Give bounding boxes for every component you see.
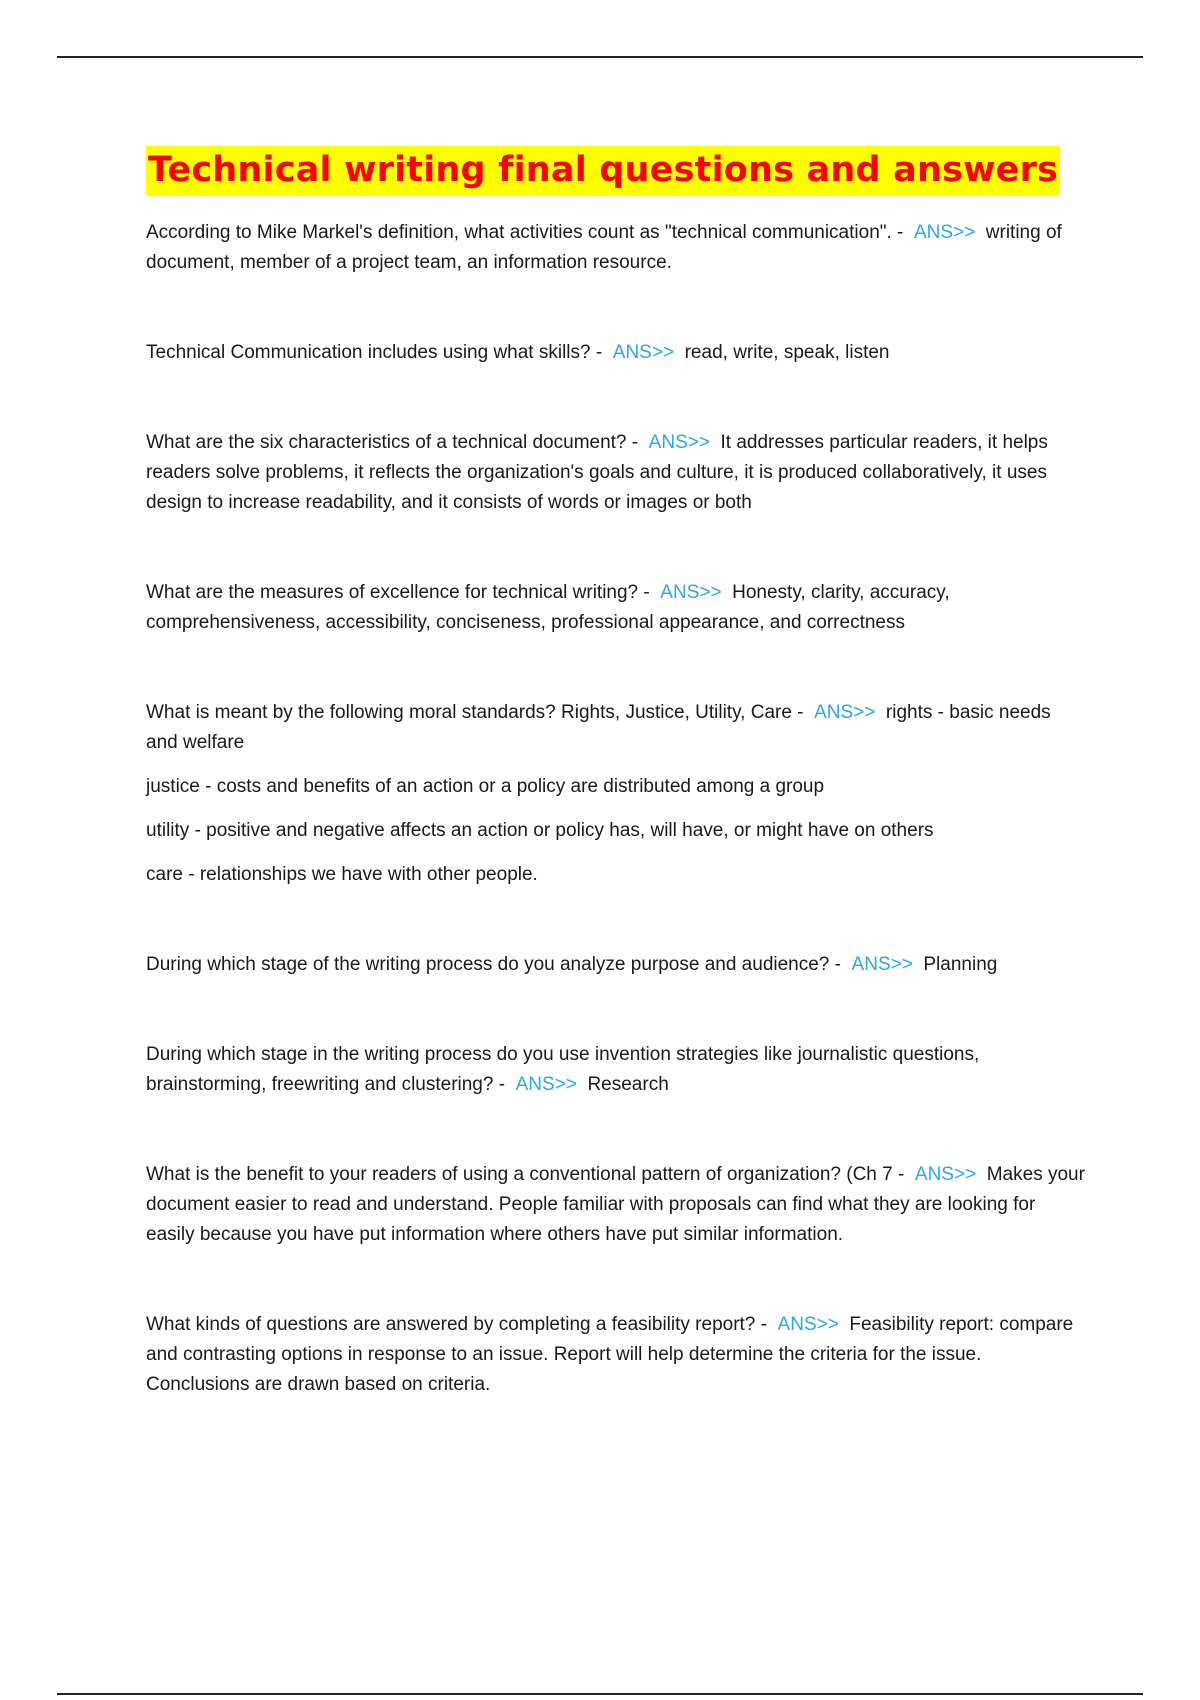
answer-text: It addresses particular readers, it helps readers solve problems, it reflects the organization's goals and culture, it is produced collaboratively, it uses design to increase readability, and it consists of words or images or both <box>146 432 1048 513</box>
ans-marker: ANS>> <box>612 342 675 363</box>
question-text: During which stage in the writing process do you use invention strategies like journalistic questions, brainstorming, freewriting and clustering? - <box>146 1044 980 1095</box>
question-text: According to Mike Markel's definition, what activities count as "technical communication". - <box>146 222 904 243</box>
answer-text: rights - basic needs and welfare <box>146 702 1051 753</box>
question-text: What are the six characteristics of a technical document? - <box>146 432 639 453</box>
top-rule <box>57 56 1143 58</box>
question-text: Technical Communication includes using what skills? - <box>146 342 603 363</box>
answer-text: read, write, speak, listen <box>684 342 890 363</box>
ans-marker: ANS>> <box>648 432 710 453</box>
qa-item <box>146 1310 1086 1400</box>
ans-marker: ANS>> <box>814 702 876 723</box>
qa-item <box>146 218 1086 278</box>
answer-text: Research <box>587 1074 669 1095</box>
ans-marker: ANS>> <box>914 1164 977 1185</box>
document-title: Technical writing final questions and answers <box>146 146 1060 196</box>
ans-marker: ANS>> <box>515 1074 577 1095</box>
answer-continuation: care - relationships we have with other people. <box>146 864 538 885</box>
question-text: What kinds of questions are answered by completing a feasibility report? - <box>146 1314 767 1335</box>
qa-paragraph <box>146 428 1086 518</box>
qa-item <box>146 428 1086 518</box>
answer-text: Planning <box>923 954 998 975</box>
qa-item <box>146 698 1086 890</box>
qa-paragraph <box>146 1160 1086 1250</box>
qa-paragraph <box>146 1040 1086 1100</box>
ans-marker: ANS>> <box>777 1314 839 1335</box>
qa-paragraph <box>146 950 1086 980</box>
answer-text: Feasibility report: compare and contrasting options in response to an issue. Report will help determine the criteria for the issue. Conclusions are drawn based on criteria. <box>146 1314 1074 1395</box>
question-text: What is the benefit to your readers of using a conventional pattern of organization? (Ch 7 - <box>146 1164 905 1185</box>
ans-marker: ANS>> <box>913 222 976 243</box>
qa-item <box>146 1160 1086 1250</box>
qa-paragraph <box>146 218 1086 278</box>
ans-marker: ANS>> <box>851 954 913 975</box>
qa-paragraph <box>146 578 1086 638</box>
answer-text: writing of document, member of a project team, an information resource. <box>146 222 1062 273</box>
qa-item <box>146 1040 1086 1100</box>
qa-item <box>146 578 1086 638</box>
qa-paragraph <box>146 1310 1086 1400</box>
qa-list <box>146 218 1086 1400</box>
answer-text: Honesty, clarity, accuracy, comprehensiveness, accessibility, conciseness, professional appearance, and correctness <box>146 582 950 633</box>
answer-text: Makes your document easier to read and understand. People familiar with proposals can find what they are looking for easily because you have put information where others have put similar information. <box>146 1164 1085 1245</box>
qa-paragraph <box>146 698 1086 758</box>
answer-continuation: utility - positive and negative affects an action or policy has, will have, or might have on others <box>146 820 934 841</box>
answer-continuation: justice - costs and benefits of an action or a policy are distributed among a group <box>146 776 825 797</box>
question-text: What is meant by the following moral standards? Rights, Justice, Utility, Care - <box>146 702 804 723</box>
bottom-rule <box>57 1693 1143 1695</box>
document-body <box>146 146 1086 1460</box>
qa-item <box>146 338 1086 368</box>
qa-paragraph <box>146 338 1086 368</box>
question-text: What are the measures of excellence for technical writing? - <box>146 582 650 603</box>
ans-marker: ANS>> <box>660 582 722 603</box>
qa-item <box>146 950 1086 980</box>
question-text: During which stage of the writing process do you analyze purpose and audience? - <box>146 954 841 975</box>
